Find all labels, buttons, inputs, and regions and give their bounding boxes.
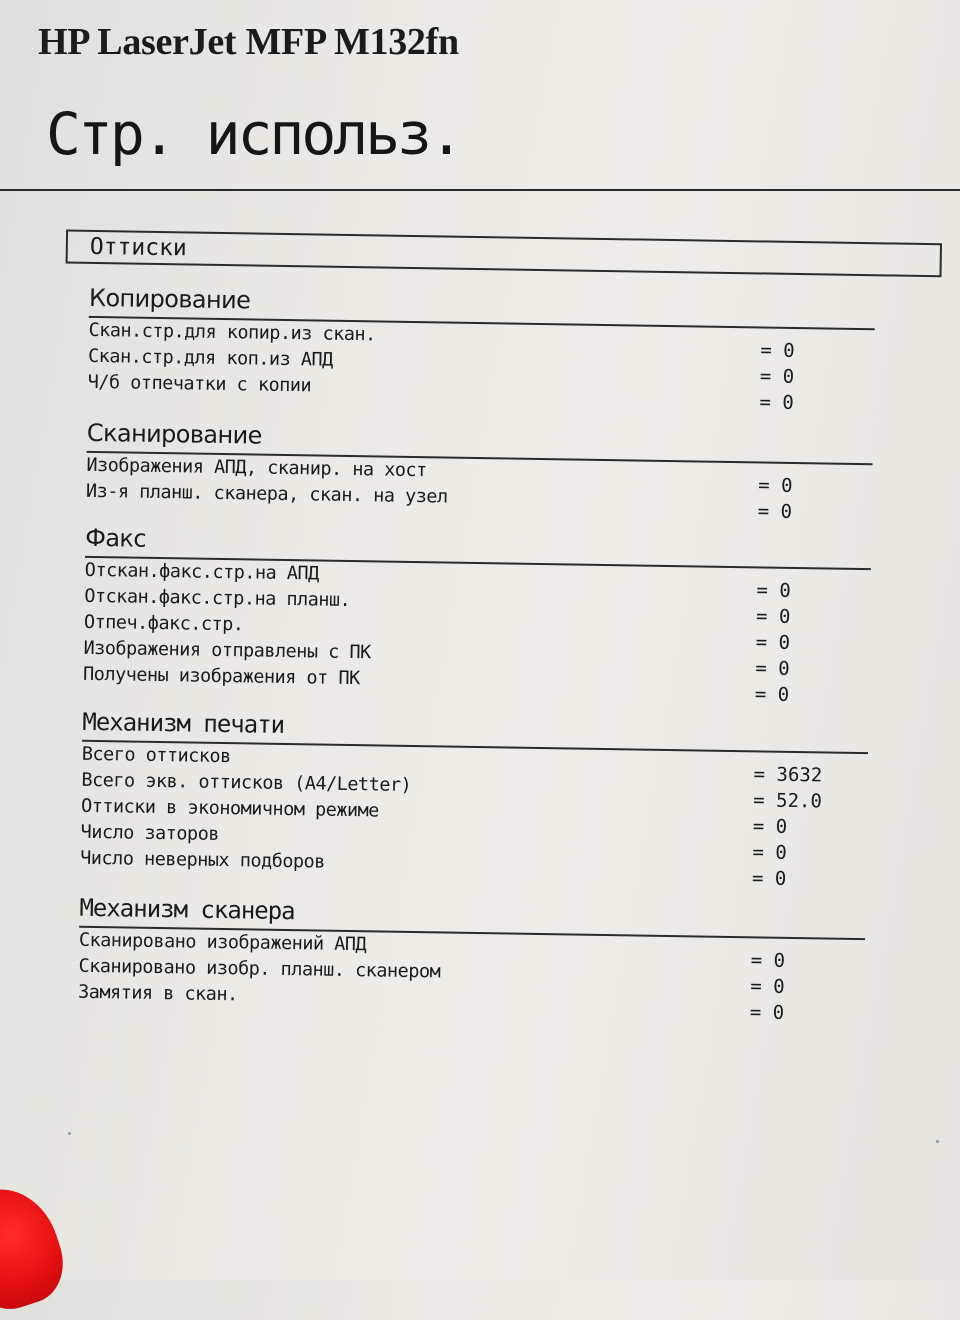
row-value: = 0 [752, 841, 787, 864]
section-rows [82, 558, 871, 706]
section-title: Механизм сканера [79, 893, 295, 926]
section-rows [80, 742, 868, 890]
page-title: Стр. использ. [46, 100, 461, 168]
row-values [759, 337, 840, 416]
section-scanner-engine [77, 892, 866, 1024]
row-label: Ч/б отпечатки с копии [87, 371, 312, 397]
section-rows [87, 318, 875, 414]
row-label: Получены изображения от ПК [82, 663, 360, 690]
paper-speck [936, 1140, 939, 1143]
section-title: Копирование [88, 283, 251, 315]
row-value: = 0 [758, 474, 793, 497]
section-title: Факс [85, 523, 147, 553]
row-value: = 0 [755, 657, 790, 680]
row-value: = 0 [755, 631, 791, 654]
row-label: Число неверных подборов [80, 847, 326, 873]
row-values [755, 577, 837, 708]
section-copying [87, 282, 876, 414]
section-print-engine [80, 706, 869, 890]
row-label: Изображения АПД, сканир. на хост [86, 454, 427, 482]
row-value: = 0 [750, 975, 785, 998]
section-title: Механизм печати [82, 707, 285, 739]
impressions-box-label: Оттиски [89, 233, 187, 262]
row-label: Отскан.факс.стр.на АПД [84, 559, 319, 585]
printer-model-title: HP LaserJet MFP M132fn [38, 21, 459, 63]
row-label: Изображения отправлены с ПК [83, 637, 371, 664]
row-value: = 0 [757, 500, 793, 523]
row-values [750, 947, 831, 1026]
row-value: = 0 [756, 579, 792, 602]
section-scanning [85, 417, 873, 523]
row-label: Скан.стр.для коп.из АПД [87, 345, 333, 371]
row-label: Всего экв. оттисков (A4/Letter) [81, 769, 412, 796]
row-value: = 52.0 [753, 789, 823, 813]
impressions-box [66, 229, 942, 277]
section-rows [77, 928, 865, 1024]
row-label: Сканировано изображений АПД [78, 929, 367, 956]
row-label: Замятия в скан. [77, 981, 238, 1006]
row-values [752, 761, 834, 892]
row-value: = 0 [759, 391, 794, 414]
row-value: = 0 [760, 339, 795, 362]
row-values [758, 472, 839, 525]
row-value: = 0 [755, 605, 791, 628]
row-value: = 0 [751, 867, 787, 890]
section-rows [85, 453, 873, 523]
row-label: Число заторов [80, 821, 220, 845]
row-label: Сканировано изобр. планш. сканером [78, 955, 441, 983]
row-label: Оттиски в экономичном режиме [80, 795, 380, 822]
row-label: Отскан.факс.стр.на планш. [84, 585, 351, 612]
row-value: = 0 [750, 949, 786, 972]
row-label: Из-я планш. сканера, скан. на узел [85, 480, 448, 508]
section-fax [82, 522, 872, 706]
row-value: = 0 [752, 815, 788, 838]
section-title: Сканирование [86, 418, 262, 450]
row-value: = 0 [749, 1001, 785, 1024]
row-label: Скан.стр.для копир.из скан. [88, 319, 376, 346]
row-value: = 0 [759, 365, 795, 388]
row-value: = 3632 [753, 763, 823, 787]
row-value: = 0 [754, 683, 790, 706]
paper-speck [68, 1132, 71, 1135]
row-label: Отпеч.факс.стр. [83, 611, 244, 636]
row-label: Всего оттисков [81, 743, 231, 768]
